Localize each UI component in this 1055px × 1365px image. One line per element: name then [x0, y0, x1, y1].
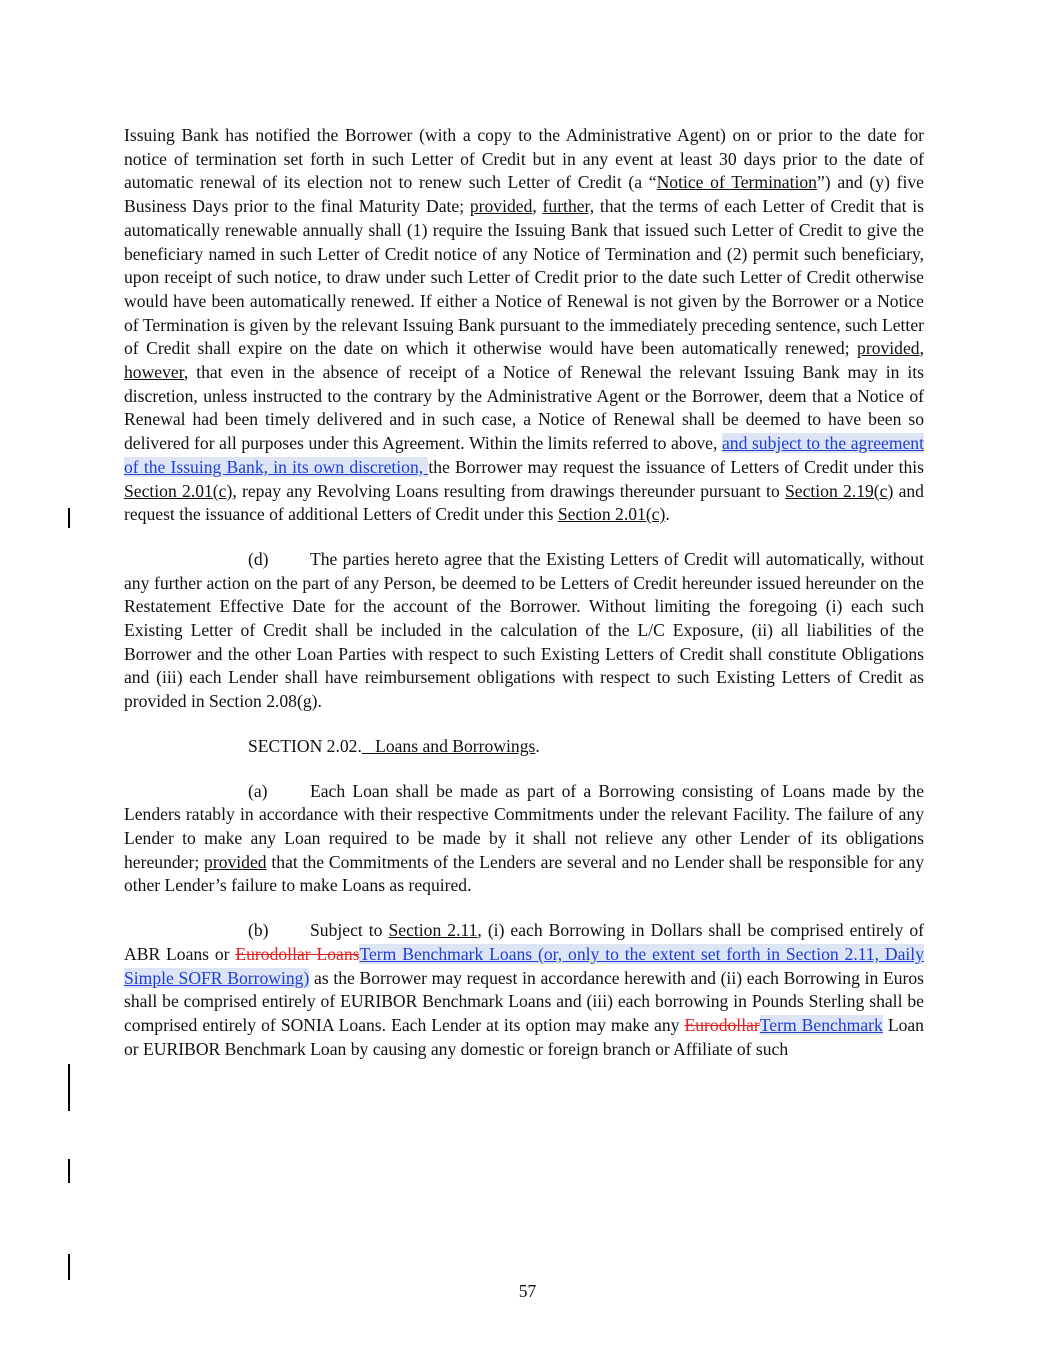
text-run: Loan or EURIBOR Benchmark Loan by causing any domestic or foreign branch or Affiliate of such: [124, 1014, 924, 1059]
document-body: [124, 124, 924, 1061]
section-reference: Section 2.11: [388, 920, 478, 941]
section-reference: Section 2.01(c): [124, 480, 233, 501]
text-run: the Borrower may request the issuance of Letters of Credit under this: [428, 456, 924, 477]
text-run: ,: [919, 338, 924, 359]
text-run: Each Loan shall be made as part of a Borrowing consisting of Loans made by the Lenders ratably in accordance with their respective Commitments under the relevant Facility. The failure of any Lender to make any Loan required to be made by it shall not relieve any other Lender of its obligations hereunder;: [124, 780, 924, 872]
inserted-text: Term Benchmark: [759, 1014, 883, 1035]
text-run: as the Borrower may request in accordance herewith and (ii) each Borrowing in Euros shall be comprised entirely of EURIBOR Benchmark Loans and (iii) each borrowing in Pounds Sterling shall be comprised entirely of SONIA Loans. Each Lender at its option may make any: [124, 967, 924, 1035]
change-bar: [68, 1254, 70, 1280]
text-run: Subject to: [310, 920, 389, 941]
defined-term: Notice of Termination: [656, 172, 817, 193]
section-number: SECTION 2.02.: [248, 735, 362, 756]
text-run: , (i) each Borrowing in Dollars shall be comprised entirely of ABR Loans or: [124, 920, 924, 964]
change-bar: [68, 508, 70, 528]
text-run: that the terms of each Letter of Credit that is automatically renewable annually shall (1) require the Issuing Bank that issued such Letter of Credit to give the beneficiary named in such Letter of Credit notice of any Notice of Termination and (2) permit such beneficiary, upon receipt of such notice, to draw under such Letter of Credit prior to the date such Letter of Credit otherwise would have been automatically renewed. If either a Notice of Renewal is not given by the Borrower or a Notice of Termination is given by the relevant Issuing Bank pursuant to the immediately preceding sentence, such Letter of Credit shall expire on the date on which it otherwise would have been automatically renewed;: [124, 196, 925, 359]
deleted-text: Eurodollar: [684, 1014, 760, 1035]
text-run: .: [535, 735, 540, 756]
change-bar: [68, 1064, 70, 1111]
underlined-term: further,: [542, 196, 595, 217]
section-title: Loans and Borrowings: [375, 735, 536, 756]
text-run: that the Commitments of the Lenders are several and no Lender shall be responsible for any other Lender’s failure to make Loans as required.: [124, 851, 925, 896]
section-heading: [124, 735, 924, 759]
section-reference: Section 2.19(c): [784, 480, 894, 501]
paragraph-d-existing-letters: [124, 548, 924, 714]
page-number: 57: [518, 1281, 537, 1301]
underlined-term: provided: [204, 851, 267, 872]
paragraph-b-borrowings: [124, 919, 924, 1061]
inserted-text: and subject to the agreement of the Issuing Bank, in its own discretion,: [124, 433, 924, 477]
text-run: , repay any Revolving Loans resulting from drawings thereunder pursuant to: [232, 480, 785, 501]
paragraph-a-loans: [124, 780, 924, 899]
clause-label: (b): [248, 920, 269, 941]
change-bar: [68, 1159, 70, 1183]
paragraph-letter-of-credit-renewal: [124, 124, 924, 527]
underlined-term: provided: [857, 338, 920, 359]
underlined-term: however: [124, 362, 184, 383]
section-reference: Section 2.01(c): [557, 504, 666, 525]
clause-label: (d): [248, 548, 269, 569]
text-run: Issuing Bank has notified the Borrower (with a copy to the Administrative Agent) on or prior to the date for notice of termination set forth in such Letter of Credit but in any event at least 30 days prior to the date of automatic renewal of its election not to renew such Letter of Credit (a “: [124, 125, 924, 193]
text-run: ”) and (y) five Business Days prior to the final Maturity Date;: [124, 172, 924, 217]
text-run: ,: [532, 196, 543, 217]
text-run: The parties hereto agree that the Existing Letters of Credit will automatically, without any further action on the part of any Person, be deemed to be Letters of Credit hereunder issued hereunder on the Restatement Effective Date for the account of the Borrower. Without limiting the foregoing (i) each such Existing Letter of Credit shall be included in the calculation of the L/C Exposure, (ii) all liabilities of the Borrower and the other Loan Parties with respect to such Existing Letters of Credit shall constitute Obligations and (iii) each Lender shall have reimbursement obligations with respect to such Existing Letters of Credit as provided in Section 2.08(g).: [124, 548, 924, 712]
text-run: .: [665, 504, 670, 525]
text-run: , that even in the absence of receipt of a Notice of Renewal the relevant Issuing Bank may in its discretion, unless instructed to the contrary by the Administrative Agent or the Borrower, deem that a Notice of Renewal had been timely delivered and in such case, a Notice of Renewal shall be deemed to have been so delivered for all purposes under this Agreement. Within the limits referred to above,: [124, 362, 924, 454]
clause-label: (a): [248, 780, 268, 801]
deleted-text: Eurodollar Loans: [235, 943, 360, 964]
inserted-text: Term Benchmark Loans (or, only to the extent set forth in Section 2.11, Daily Simple SOFR Borrowing): [124, 943, 924, 988]
text-run: and request the issuance of additional Letters of Credit under this: [124, 480, 924, 525]
underlined-term: provided: [469, 196, 533, 217]
